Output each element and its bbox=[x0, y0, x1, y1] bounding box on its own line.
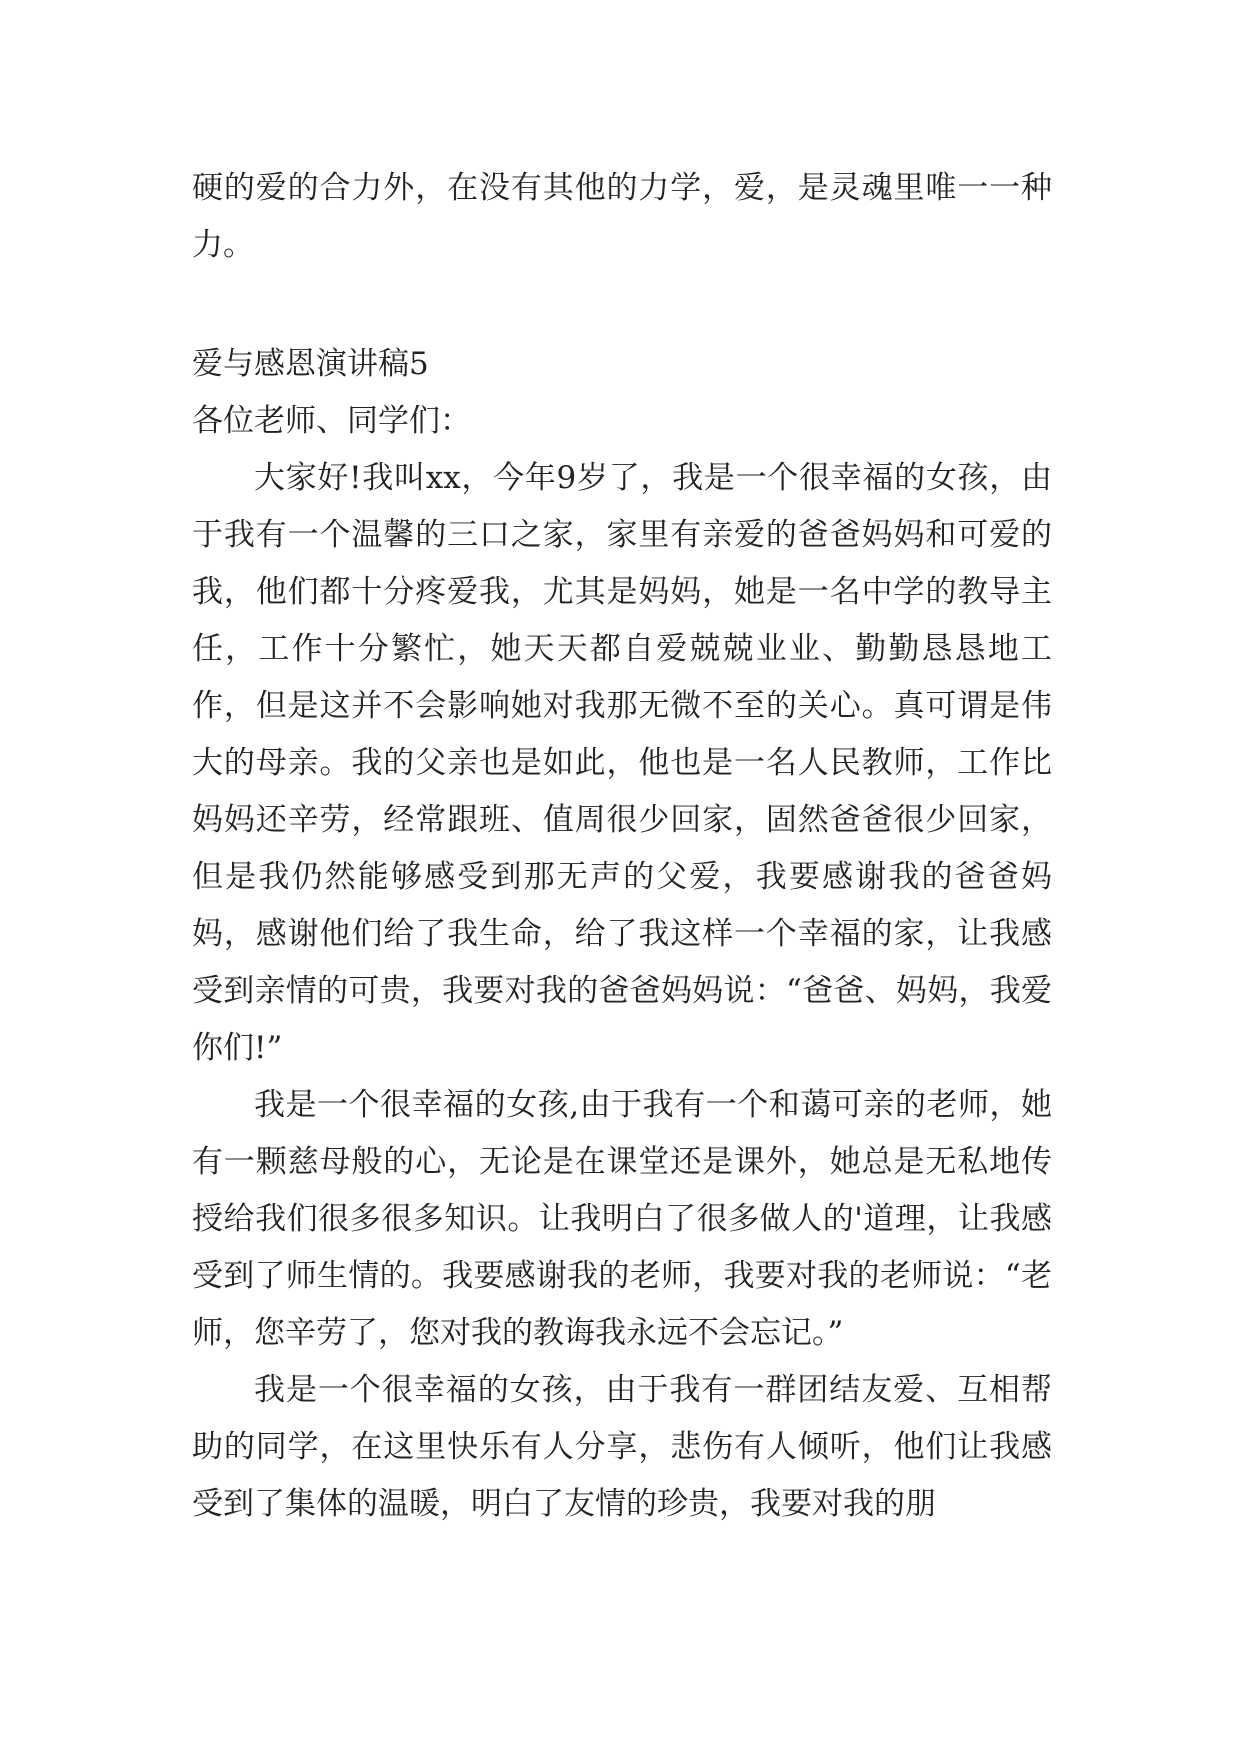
intro-paragraph: 硬的爱的合力外，在没有其他的力学，爱，是灵魂里唯一一种力。 bbox=[192, 170, 1052, 263]
body-paragraph-3: 我是一个很幸福的女孩，由于我有一群团结友爱、互相帮助的同学，在这里快乐有人分享，悲伤有人倾听，他们让我感受到了集体的温暖，明白了友情的珍贵，我要对我的朋 bbox=[192, 1372, 1052, 1522]
document-body bbox=[192, 160, 1052, 1533]
body-paragraph-1: 大家好!我叫xx，今年9岁了，我是一个很幸福的女孩，由于我有一个温馨的三口之家，家里有亲爱的爸爸妈妈和可爱的我，他们都十分疼爱我，尤其是妈妈，她是一名中学的教导主任，工作十分繁忙，她天天都自爱兢兢业业、勤勤恳恳地工作，但是这并不会影响她对我那无微不至的关心。真可谓是伟大的母亲。我的父亲也是如此，他也是一名人民教师，工作比妈妈还辛劳，经常跟班、值周很少回家，固然爸爸很少回家，但是我仍然能够感受到那无声的父爱，我要感谢我的爸爸妈妈，感谢他们给了我生命，给了我这样一个幸福的家，让我感受到亲情的可贵，我要对我的爸爸妈妈说：“爸爸、妈妈，我爱你们!” bbox=[192, 460, 1052, 1066]
section-spacer bbox=[192, 274, 1052, 336]
speech-title: 爱与感恩演讲稿5 bbox=[192, 346, 429, 382]
greeting-line: 各位老师、同学们： bbox=[192, 403, 471, 439]
body-paragraph-2: 我是一个很幸福的女孩,由于我有一个和蔼可亲的老师，她有一颗慈母般的心，无论是在课堂还是课外，她总是无私地传授给我们很多很多知识。让我明白了很多做人的'道理，让我感受到了师生情的。我要感谢我的老师，我要对我的老师说：“老师，您辛劳了，您对我的教诲我永远不会忘记。” bbox=[192, 1087, 1052, 1351]
